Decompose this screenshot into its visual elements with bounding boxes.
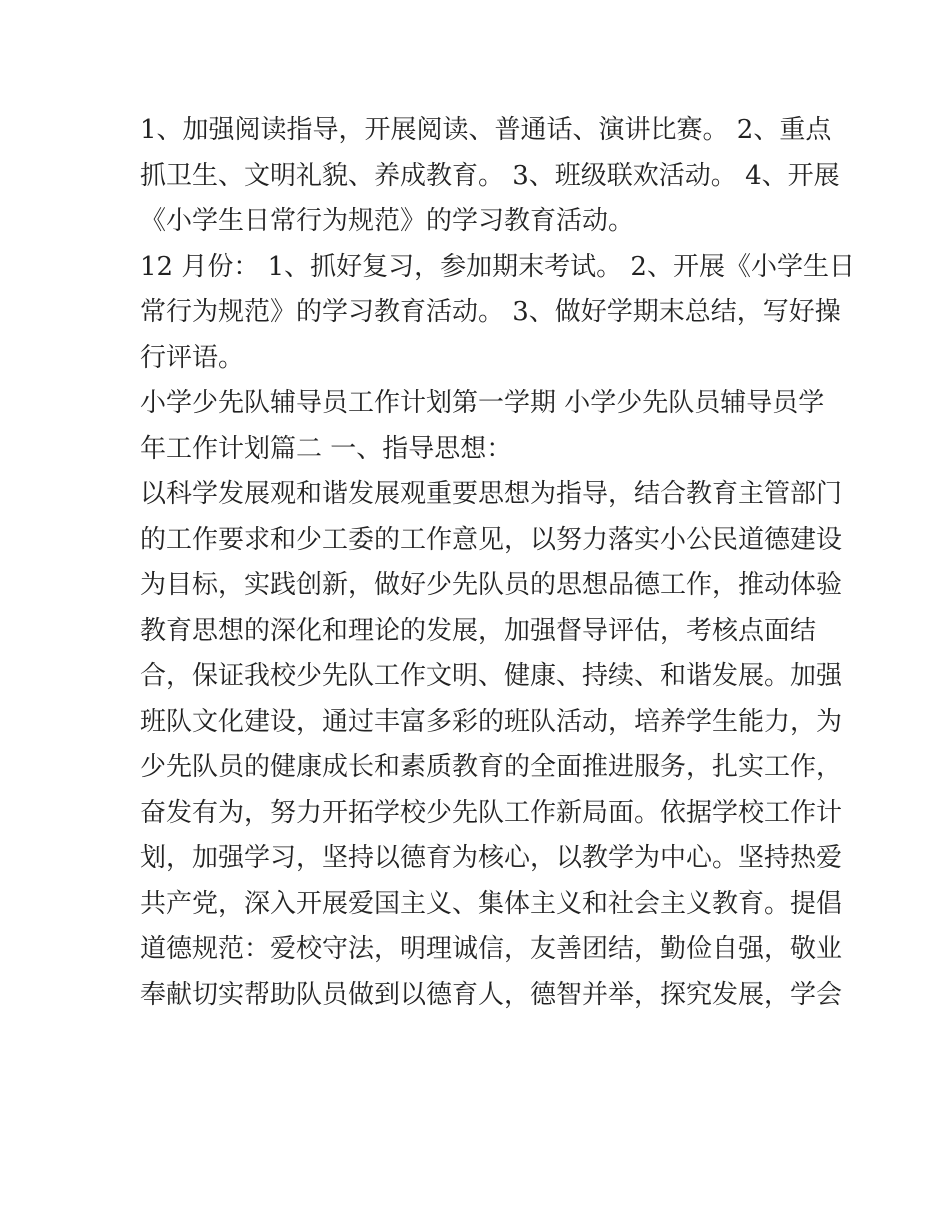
document-body [140, 108, 855, 1018]
text-line: 教育思想的深化和理论的发展，加强督导评估，考核点面结 [140, 615, 817, 646]
text-line: 行评语。 [140, 342, 245, 373]
text-line: 少先队员的健康成长和素质教育的全面推进服务，扎实工作， [140, 752, 843, 782]
text-line: 《小学生日常行为规范》的学习教育活动。 [140, 206, 635, 236]
text-line: 班队文化建设，通过丰富多彩的班队活动，培养学生能力，为 [140, 706, 843, 737]
text-line: 1、加强阅读指导，开展阅读、普通话、演讲比赛。 2、重点 [140, 115, 832, 145]
text-line: 划，加强学习，坚持以德育为核心，以教学为中心。坚持热爱 [140, 843, 843, 873]
text-line: 的工作要求和少工委的工作意见，以努力落实小公民道德建设 [140, 524, 843, 555]
text-line: 12 月份： 1、抓好复习，参加期末考试。 2、开展《小学生日 [140, 251, 855, 282]
text-line: 小学少先队辅导员工作计划第一学期 小学少先队员辅导员学 [140, 388, 825, 418]
text-line: 合，保证我校少先队工作文明、健康、持续、和谐发展。加强 [140, 661, 843, 691]
text-line: 常行为规范》的学习教育活动。 3、做好学期末总结，写好操 [140, 297, 841, 327]
text-line: 为目标，实践创新，做好少先队员的思想品德工作，推动体验 [140, 570, 843, 600]
text-line: 奉献切实帮助队员做到以德育人，德智并举，探究发展，学会 [140, 979, 843, 1010]
text-line: 抓卫生、文明礼貌、养成教育。 3、班级联欢活动。 4、开展 [140, 160, 840, 191]
text-line: 奋发有为，努力开拓学校少先队工作新局面。依据学校工作计 [140, 797, 843, 828]
text-line: 以科学发展观和谐发展观重要思想为指导，结合教育主管部门 [140, 479, 843, 509]
text-line: 道德规范：爱校守法，明理诚信，友善团结，勤俭自强，敬业 [140, 934, 843, 964]
text-line: 共产党，深入开展爱国主义、集体主义和社会主义教育。提倡 [140, 888, 843, 919]
text-line: 年工作计划篇二 一、指导思想： [140, 433, 513, 464]
